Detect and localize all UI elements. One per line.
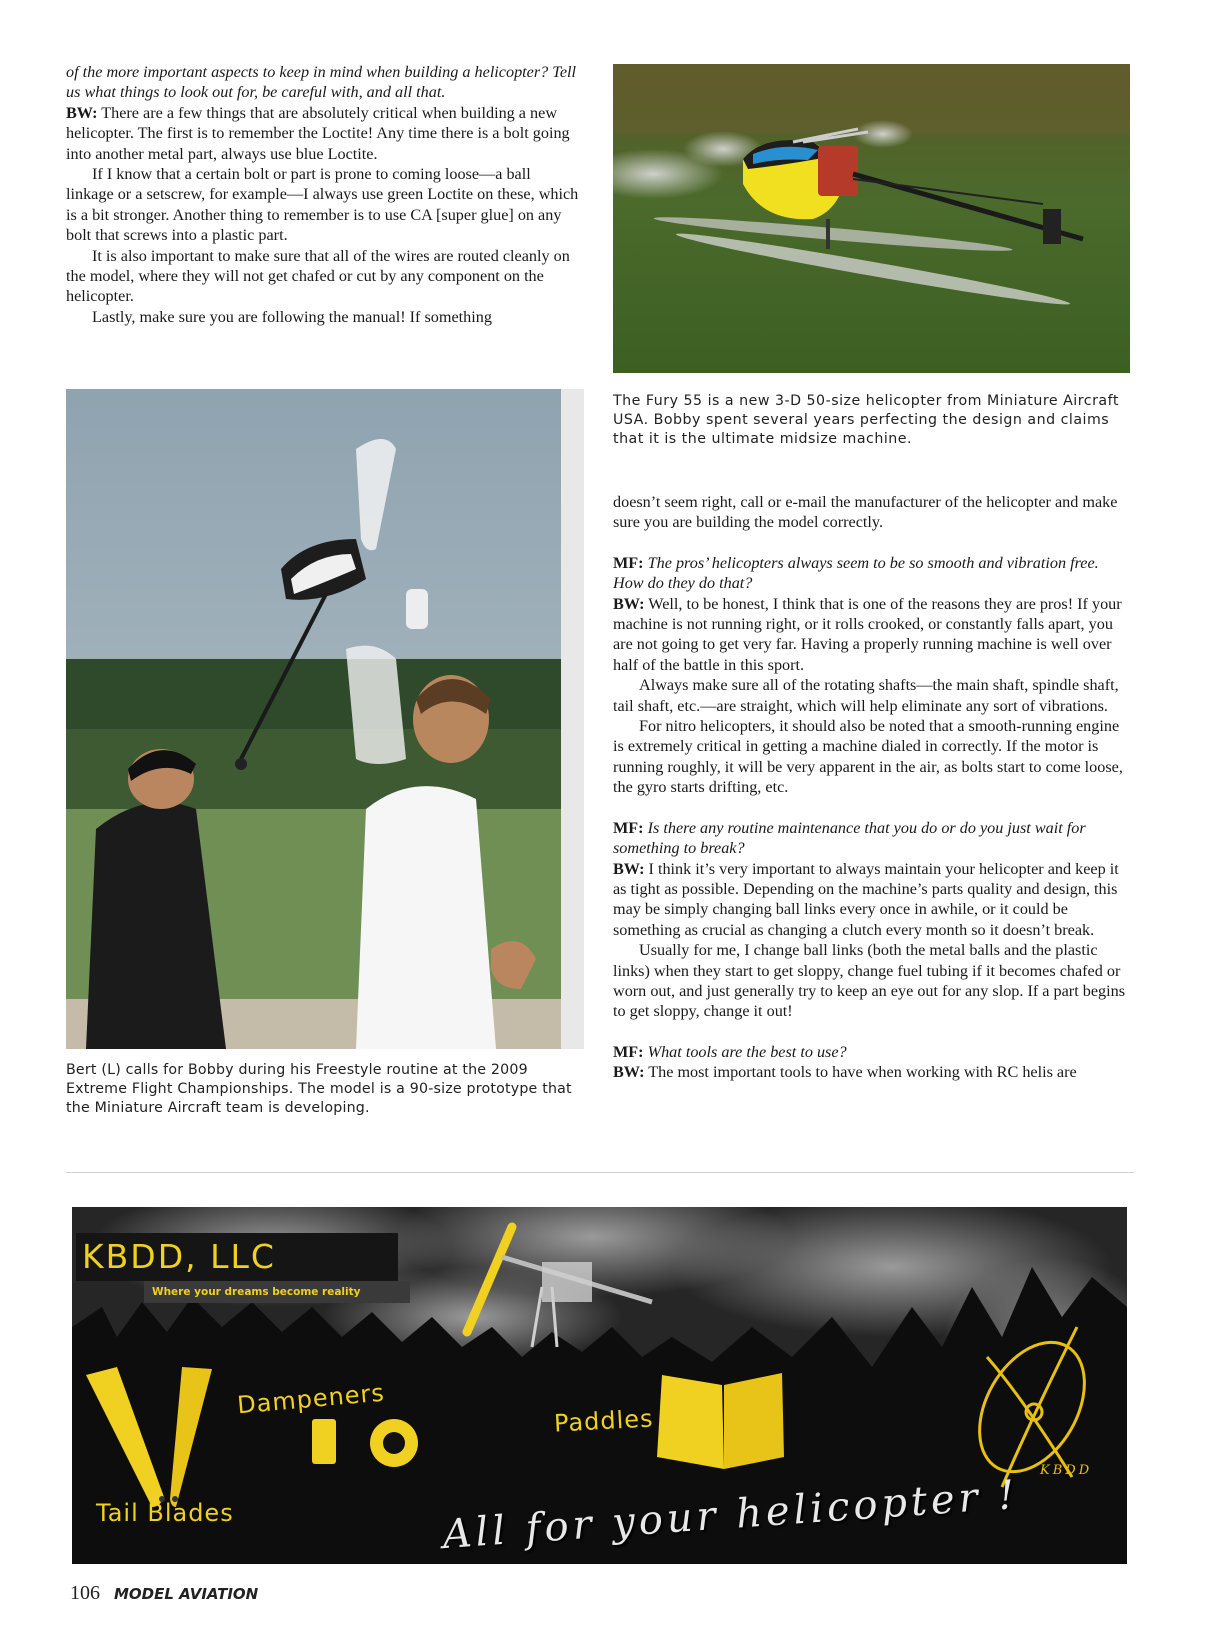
body-paragraph: Usually for me, I change ball links (both the metal balls and the plastic links) when they start to get sloppy, change fuel tubing if it becomes chafed or worn out, and just generally try to keep an eye out for any slop. If a part begins to get sloppy, change it out! <box>613 941 1126 1021</box>
tail-blades-label: Tail Blades <box>96 1499 234 1527</box>
dampeners-label: Dampeners <box>236 1378 386 1420</box>
ad-tagline: Where your dreams become reality <box>144 1281 410 1303</box>
paddles-graphic <box>657 1373 784 1469</box>
logo-text: KBDD <box>1040 1463 1093 1478</box>
kbdd-advertisement[interactable] <box>72 1207 1127 1564</box>
speaker-label: MF: <box>613 818 644 837</box>
page-number: 106 <box>70 1582 100 1604</box>
answer-paragraph <box>613 859 1133 941</box>
answer-text: Well, to be honest, I think that is one of the reasons they are pros! If your machine is not running right, or it rolls crooked, or constantly falls apart, you are not going to get very far. Having a properly running machine is well over half of the battle in this sport. <box>613 594 1122 674</box>
body-paragraph: For nitro helicopters, it should also be noted that a smooth-running engine is extremely critical in getting a machine dialed in correctly. If the motor is running roughly, it will be very apparent in the air, as bolts start to come loose, the gyro starts drifting, etc. <box>613 717 1123 797</box>
question-text: What tools are the best to use? <box>643 1042 847 1061</box>
body-paragraph: Always make sure all of the rotating shafts—the main shaft, spindle shaft, tail shaft, etc.—are straight, which will help eliminate any sort of vibrations. <box>613 676 1119 715</box>
ad-headline: All for your helicopter ! <box>441 1471 1020 1559</box>
answer-paragraph <box>613 1062 1133 1082</box>
paddles-label: Paddles <box>553 1404 655 1438</box>
body-paragraph: It is also important to make sure that all of the wires are routed cleanly on the model, where they will not get chafed or cut by any component on the helicopter. <box>66 246 570 306</box>
question-text: The pros’ helicopters always seem to be so smooth and vibration free. How do they do that? <box>613 553 1099 593</box>
answer-text: There are a few things that are absolutely critical when building a new helicopter. The first is to remember the Loctite! Any time there is a bolt going into another metal part, always use blue Loctite. <box>66 103 570 163</box>
ad-title: KBDD, LLC <box>76 1233 398 1281</box>
body-paragraph: If I know that a certain bolt or part is prone to coming loose—a ball linkage or a setscrew, for example—I always use green Loctite on these, which is a bit stronger. Another thing to remember is to use CA [super glue] on any bolt that screws into a plastic part. <box>66 165 579 245</box>
fury-helicopter-photo <box>613 64 1130 373</box>
section-divider <box>66 1172 1134 1173</box>
left-column-text <box>66 62 581 327</box>
answer-paragraph <box>613 594 1133 676</box>
magazine-name: MODEL AVIATION <box>114 1585 259 1603</box>
speaker-label: BW: <box>613 1063 645 1082</box>
dampener-graphic <box>312 1419 336 1464</box>
question-continued: of the more important aspects to keep in mind when building a helicopter? Tell us what things to look out for, be careful with, and all that. <box>66 63 576 102</box>
freestyle-photo <box>66 389 584 1049</box>
answer-text: The most important tools to have when working with RC helis are <box>644 1063 1077 1082</box>
question-paragraph <box>613 553 1133 594</box>
photo-caption-freestyle: Bert (L) calls for Bobby during his Freestyle routine at the 2009 Extreme Flight Championships. The model is a 90-size prototype that the Miniature Aircraft team is developing. <box>66 1062 572 1116</box>
speaker-label: BW: <box>613 859 645 878</box>
right-column-text <box>613 492 1133 1083</box>
speaker-label: MF: <box>613 553 644 572</box>
paragraph-spacer <box>613 533 1133 553</box>
speaker-label: MF: <box>613 1042 644 1061</box>
paragraph-spacer <box>613 798 1133 818</box>
body-paragraph: doesn’t seem right, call or e-mail the manufacturer of the helicopter and make sure you are building the model correctly. <box>613 493 1118 532</box>
washer-graphic <box>370 1419 418 1467</box>
question-paragraph <box>613 1042 1133 1062</box>
answer-paragraph <box>66 103 581 164</box>
paragraph-spacer <box>613 1022 1133 1042</box>
question-paragraph <box>613 818 1133 859</box>
speaker-label: BW: <box>613 594 645 613</box>
speaker-label: BW: <box>66 103 98 122</box>
answer-text: I think it’s very important to always maintain your helicopter and keep it as tight as possible. Depending on the machine’s parts quality and design, this may be simply changing ball links every once in awhile, or it could be something as crucial as changing a clutch every month so it doesn’t break. <box>613 859 1119 939</box>
question-text: Is there any routine maintenance that you do or do you just wait for something to break? <box>613 818 1086 858</box>
body-paragraph: Lastly, make sure you are following the manual! If something <box>92 307 492 326</box>
photo-caption-fury: The Fury 55 is a new 3-D 50-size helicopter from Miniature Aircraft USA. Bobby spent several years perfecting the design and claims that it is the ultimate midsize machine. <box>613 393 1119 447</box>
